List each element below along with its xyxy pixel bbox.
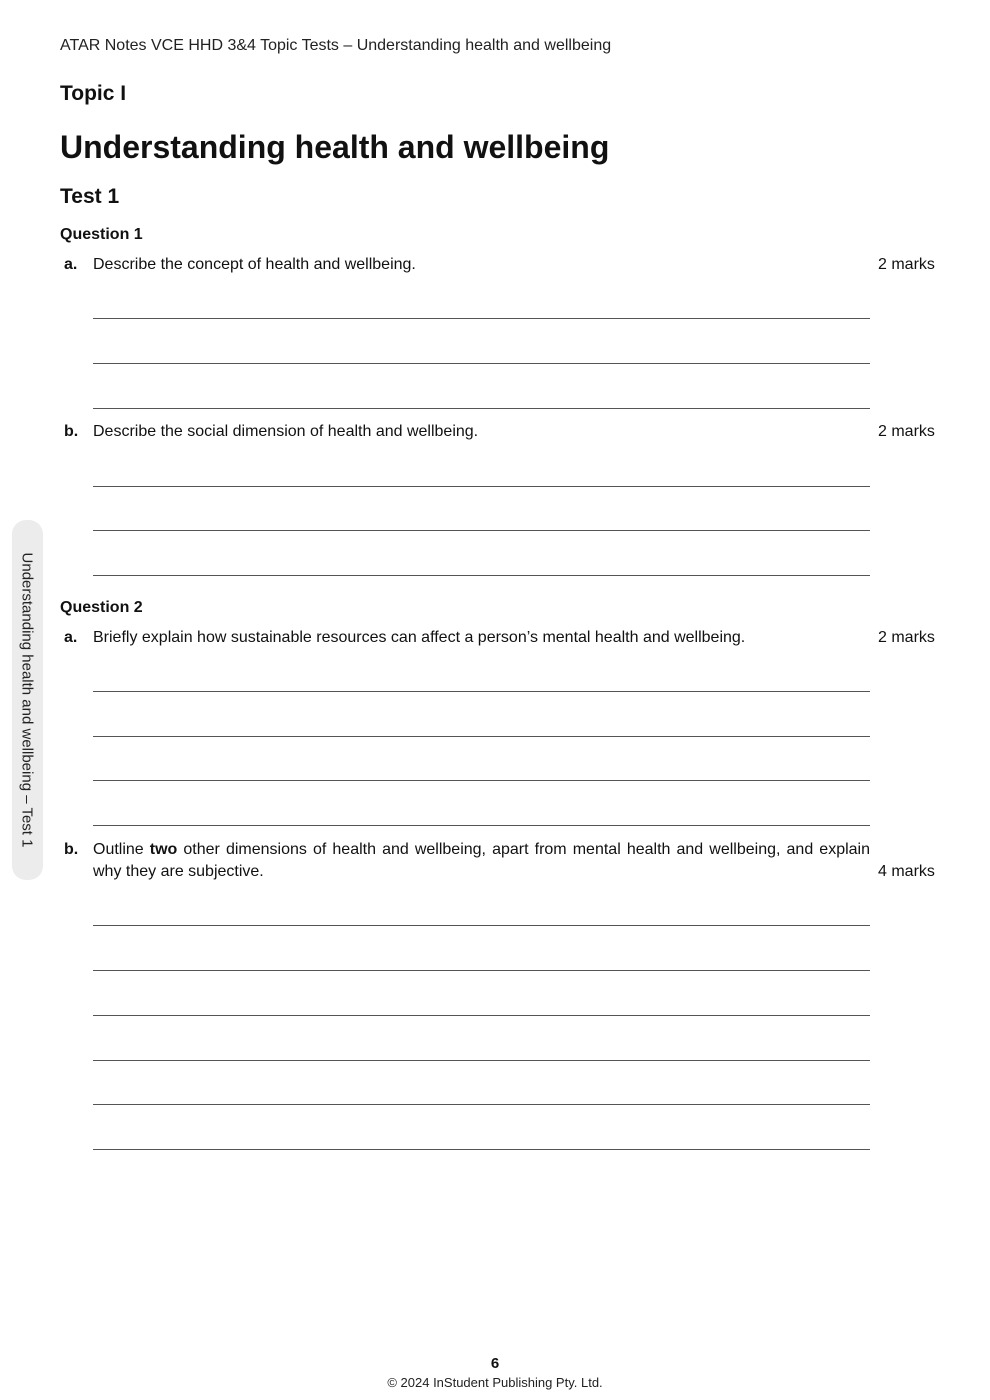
answer-line[interactable] [93, 1015, 870, 1016]
answer-line[interactable] [93, 825, 870, 826]
answer-line[interactable] [93, 1104, 870, 1105]
question-1a-letter: a. [64, 256, 78, 273]
answer-line[interactable] [93, 1060, 870, 1061]
question-2b-text [93, 839, 870, 883]
question-2b-text-start: Outline [93, 841, 150, 858]
answer-line[interactable] [93, 486, 870, 487]
question-2b-letter: b. [64, 841, 79, 858]
test-label: Test 1 [60, 185, 120, 208]
answer-line[interactable] [93, 575, 870, 576]
page-title: Understanding health and wellbeing [60, 129, 610, 165]
question-1a-marks: 2 marks [878, 256, 935, 273]
question-2a-text: Briefly explain how sustainable resources can affect a person’s mental health and wellbeing. [93, 629, 746, 646]
answer-line[interactable] [93, 1149, 870, 1150]
page-number: 6 [490, 1355, 500, 1372]
running-header: ATAR Notes VCE HHD 3&4 Topic Tests – Understanding health and wellbeing [60, 37, 612, 54]
copyright: © 2024 InStudent Publishing Pty. Ltd. [387, 1375, 603, 1390]
answer-line[interactable] [93, 925, 870, 926]
question-2a-marks: 2 marks [878, 629, 935, 646]
answer-line[interactable] [93, 408, 870, 409]
question-1b-letter: b. [64, 423, 79, 440]
question-1a-text: Describe the concept of health and wellbeing. [93, 256, 416, 273]
question-2b-text-end: other dimensions of health and wellbeing, apart from mental health and wellbeing, and explain why they are subjective. [93, 841, 870, 880]
question-2b-emphasis: two [149, 841, 178, 858]
question-1b-text: Describe the social dimension of health and wellbeing. [93, 423, 479, 440]
answer-line[interactable] [93, 530, 870, 531]
question-2-label: Question 2 [60, 599, 143, 616]
question-1b-marks: 2 marks [878, 423, 935, 440]
question-1-label: Question 1 [60, 226, 143, 243]
question-2a-letter: a. [64, 629, 78, 646]
topic-label: Topic I [60, 82, 127, 105]
answer-line[interactable] [93, 691, 870, 692]
question-2b-marks: 4 marks [878, 863, 935, 880]
side-tab-label: Understanding health and wellbeing – Test 1 [18, 552, 36, 848]
answer-line[interactable] [93, 970, 870, 971]
answer-line[interactable] [93, 736, 870, 737]
answer-line[interactable] [93, 363, 870, 364]
side-tab [12, 520, 43, 880]
answer-line[interactable] [93, 318, 870, 319]
answer-line[interactable] [93, 780, 870, 781]
